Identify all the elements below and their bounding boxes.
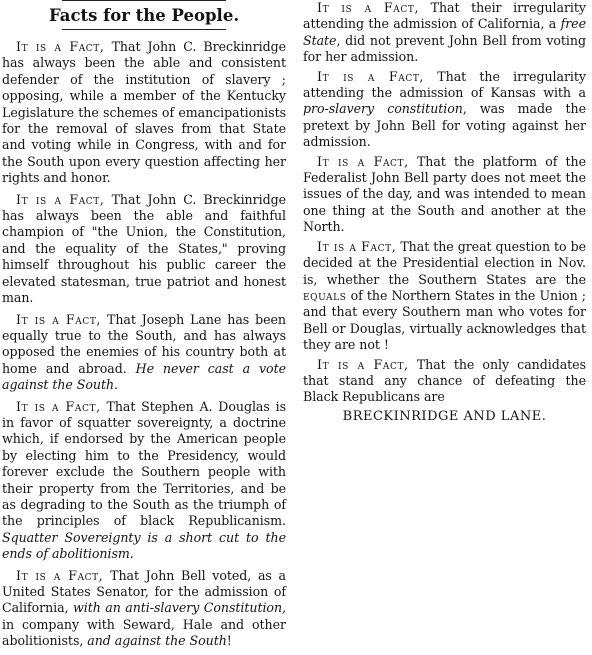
lead-phrase: It is a Fact,	[16, 567, 104, 583]
paragraph-breckinridge-slavery	[2, 39, 286, 187]
paragraph-great-question	[303, 239, 586, 354]
italic-text: Squatter Sovereignty is a short cut to the ends of abolitionism.	[2, 529, 286, 562]
paragraph-text: in company with Seward, Hale and other abolitionists,	[2, 616, 286, 649]
left-column	[2, 0, 286, 655]
lead-phrase: It is a Fact,	[317, 356, 409, 372]
italic-text: He never cast a vote against the South.	[2, 360, 286, 393]
paragraph-text: That the irregularity attending the admission of Kansas with a	[303, 68, 586, 101]
article-title: Facts for the People.	[48, 6, 240, 25]
paragraph-only-candidates	[303, 357, 586, 406]
paragraph-text: That the platform of the Federalist John Bell party does not meet the issues of the day, and was intended to mean one thing at the South and another at the North.	[303, 153, 587, 235]
italic-text: with an anti-slavery Constitution,	[73, 600, 286, 616]
small-caps-text: equals	[303, 287, 347, 303]
paragraph-federalist-platform	[303, 154, 586, 236]
lead-phrase: It is a Fact,	[16, 311, 102, 327]
italic-text: pro-slavery constitution	[303, 101, 463, 117]
paragraph-text: That John C. Breckinridge has always been the able and faithful champion of "the Union, the Constitution, and the equality of the States," proving himself throughout his public career the elevated statesman, true patriot and honest man.	[2, 191, 286, 306]
lead-phrase: It is a Fact,	[16, 191, 105, 207]
paragraph-stephen-douglas	[2, 399, 286, 563]
paragraph-text: , was made the pretext by John Bell for voting against her admission.	[303, 101, 586, 150]
paragraph-text: That Joseph Lane has been equally true to the South, and has always opposed the enemies of his country both at home and abroad.	[2, 311, 286, 376]
title-rule-top	[62, 0, 226, 1]
lead-phrase: It is a Fact,	[317, 153, 409, 169]
closing-candidates-line: BRECKINRIDGE AND LANE.	[342, 408, 547, 424]
paragraph-end: !	[226, 633, 232, 649]
paragraph-text: That John C. Breckinridge has always been the able and consistent defender of the institution of slavery ; opposing, while a member of the Kentucky Legislature the schemes of emancipationists for the removal of slaves from that State and voting while in Congress, with and for the South upon every question affecting her rights and honor.	[2, 39, 286, 186]
paragraph-california-irregularity	[303, 0, 586, 66]
paragraph-text: That their irregularity attending the admission of California, a	[303, 0, 586, 32]
paragraph-kansas-irregularity	[303, 69, 586, 151]
lead-phrase: It is a Fact,	[16, 39, 105, 54]
lead-phrase: It is a Fact,	[317, 0, 420, 15]
lead-phrase: It is a Fact,	[317, 68, 425, 84]
italic-text: free State	[303, 16, 586, 48]
paragraph-breckinridge-union	[2, 192, 286, 307]
paragraph-text: That the only candidates that stand any chance of defeating the Black Republicans are	[303, 356, 586, 405]
title-rule-bottom	[62, 29, 226, 30]
paragraph-text: That Stephen A. Douglas is in favor of squatter sovereignty, a doctrine which, if endorsed by the American people by electing him to the Presidency, would forever exclude the Southern people with their property from the Territories, and be as degrading to the South as the triumph of the principles of black Republicanism.	[2, 398, 286, 529]
paragraph-joseph-lane	[2, 312, 286, 394]
paragraph-text: That John Bell voted, as a United States Senator, for the admission of California,	[2, 567, 286, 616]
paragraph-text: of the Northern States in the Union ; and that every Southern man who votes for Bell or Douglas, virtually acknowledges that they are not !	[303, 287, 586, 353]
lead-phrase: It is a Fact,	[317, 238, 397, 254]
italic-text: and against the South	[87, 633, 227, 649]
lead-phrase: It is a Fact,	[16, 398, 101, 414]
paragraph-text: That the great question to be decided at the Presidential election in Nov. is, whether the Southern States are the	[303, 238, 586, 287]
paragraph-john-bell-california	[2, 568, 286, 650]
paragraph-text: , did not prevent John Bell from voting for her admission.	[303, 32, 586, 65]
right-column	[303, 0, 586, 425]
